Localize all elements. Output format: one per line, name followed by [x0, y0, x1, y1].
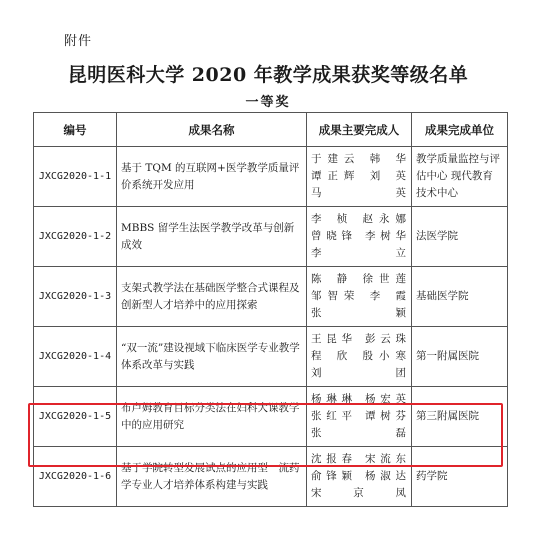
column-header-unit: 成果完成单位 [412, 113, 508, 147]
people-line: 张 颖 [311, 307, 407, 319]
award-level-heading: 一等奖 [245, 95, 291, 110]
award-unit: 第三附属医院 [412, 387, 508, 447]
people-line: 李 立 [311, 247, 407, 259]
award-id: JXCG2020-1-1 [34, 147, 117, 207]
award-unit: 基础医学院 [412, 267, 508, 327]
people-line: 王昆华 彭云珠 [311, 333, 407, 345]
table-row [34, 147, 508, 207]
award-unit: 教学质量监控与评估中心 现代教育技术中心 [412, 147, 508, 207]
award-name: 布卢姆教育目标分类法在妇科大课教学中的应用研究 [117, 387, 307, 447]
people-line: 程 欣 殷小寒 [311, 350, 407, 362]
award-people [307, 267, 412, 327]
people-line: 谭正辉 刘 英 [311, 170, 407, 182]
award-people [307, 447, 412, 507]
attachment-label: 附件 [64, 34, 93, 49]
people-line: 宋京凤 [311, 487, 407, 499]
award-unit: 药学院 [412, 447, 508, 507]
people-line: 曾晓锋 李树华 [311, 230, 407, 242]
table-row [34, 447, 508, 507]
award-id: JXCG2020-1-2 [34, 207, 117, 267]
table-header-row [34, 113, 508, 147]
award-name: 基于学院转型发展试点的应用型一流药学专业人才培养体系构建与实践 [117, 447, 307, 507]
award-people [307, 387, 412, 447]
award-id: JXCG2020-1-6 [34, 447, 117, 507]
award-id: JXCG2020-1-3 [34, 267, 117, 327]
people-line: 邹智荣 李 霞 [311, 290, 407, 302]
column-header-id: 编号 [34, 113, 117, 147]
award-unit: 第一附属医院 [412, 327, 508, 387]
award-id: JXCG2020-1-4 [34, 327, 117, 387]
award-unit: 法医学院 [412, 207, 508, 267]
people-line: 刘 团 [311, 367, 407, 379]
award-table [33, 112, 508, 507]
award-id: JXCG2020-1-5 [34, 387, 117, 447]
award-name: MBBS 留学生法医学教学改革与创新成效 [117, 207, 307, 267]
people-line: 陈 静 徐世莲 [311, 273, 407, 285]
table-row [34, 267, 508, 327]
people-line: 杨琳琳 杨宏英 [311, 393, 407, 405]
people-line: 沈报春 宋流东 [311, 453, 407, 465]
people-line: 马 英 [311, 187, 407, 199]
people-line: 于建云 韩 华 [311, 153, 407, 165]
column-header-people: 成果主要完成人 [307, 113, 412, 147]
column-header-name: 成果名称 [117, 113, 307, 147]
award-name: “双一流”建设视域下临床医学专业教学体系改革与实践 [117, 327, 307, 387]
award-name: 基于 TQM 的互联网+医学教学质量评价系统开发应用 [117, 147, 307, 207]
table-row-highlighted [34, 387, 508, 447]
award-name: 支架式教学法在基础医学整合式课程及创新型人才培养中的应用探索 [117, 267, 307, 327]
people-line: 李 桢 赵永娜 [311, 213, 407, 225]
people-line: 张红平 谭树芬 [311, 410, 407, 422]
table-row [34, 327, 508, 387]
award-people [307, 207, 412, 267]
award-people [307, 327, 412, 387]
document-title: 昆明医科大学 2020 年教学成果获奖等级名单 [67, 64, 469, 86]
table-row [34, 207, 508, 267]
people-line: 张 磊 [311, 427, 407, 439]
award-people [307, 147, 412, 207]
people-line: 俞锋颖 杨淑达 [311, 470, 407, 482]
